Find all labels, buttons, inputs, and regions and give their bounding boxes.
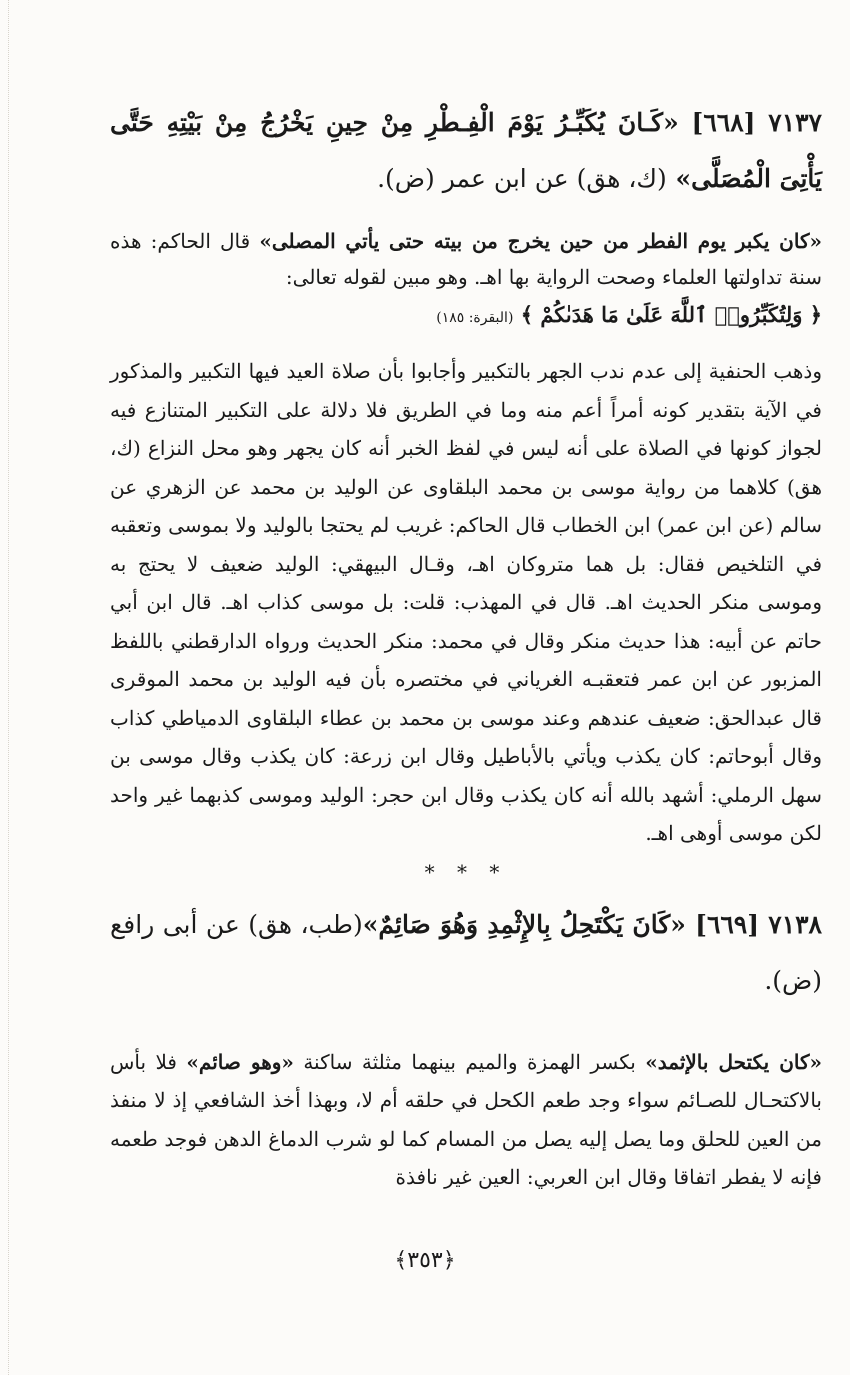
hadith-number: ٧١٣٨ [٦٦٩] [695,909,822,939]
section-separator: * * * [424,859,508,884]
commentary-paragraph-3 [110,1043,822,1197]
commentary-text: بكسر الهمزة والميم بينهما مثلثة ساكنة [293,1049,646,1074]
commentary-text: قال الحاكم: هذه سنة تداولتها العلماء وصحت الرواية بها اهـ. وهو مبين لقوله تعالى: [110,229,822,289]
quoted-hadith: «كان يكبر يوم الفطر من حين يخرج من بيته حتى يأتي المصلى» [259,229,822,253]
quran-verse [110,295,822,338]
hadith-number: ٧١٣٧ [٦٦٨] [691,108,822,137]
hadith-7137 [110,95,822,207]
hadith-source: (طب، هق) عن أبى رافع (ض). [110,909,822,995]
page-content [110,95,822,1197]
hadith-source: (ك، هق) عن ابن عمر (ض). [377,164,667,193]
page-edge-mark [8,0,9,1375]
hadith-text: «كَـانَ يُكَبِّـرُ يَوْمَ الْفِـطْرِ مِنْ حِينِ يَخْرُجُ مِنْ بَيْتِهِ حَتَّى يَأْتِىَ الْمُصَلَّى» [110,108,822,193]
hadith-7138 [110,897,822,1009]
commentary-paragraph [110,223,822,295]
commentary-text: فلا بأس بالاكتحـال للصـائم سواء وجد طعم الكحل في حلقه أم لا، وبهذا أخذ الشافعي إذ لا منفذ من العين للحلق وما يصل إليه يصل من المسام كما لو شرب الدماغ الدهن فوجد طعمه فإنه لا يفطر اتفاقا وقال ابن العربي: العين غير نافذة [110,1049,822,1189]
quoted-phrase: «كان يكتحل بالإثمد» [645,1049,823,1074]
page-number: ﴿٣٥٣﴾ [394,1248,456,1273]
commentary-paragraph-2: وذهب الحنفية إلى عدم ندب الجهر بالتكبير وأجابوا بأن صلاة العيد فيها التكبير والمذكور في الآية بتقدير كونه أمراً أعم منه وما في الطريق فلا دلالة على التكبير المتنازع فيه لجواز كونها في الصلاة على أنه ليس في لفظ الخبر أنه كان يجهر وهو محل النزاع (ك، هق) كلاهما من رواية موسى بن محمد البلقاوى عن الوليد بن محمد عن الزهري عن سالم (عن ابن عمر) ابن الخطاب قال الحاكم: غريب لم يحتجا بالوليد ولا بموسى وتعقبه في التلخيص فقال: بل هما متروكان اهـ، وقـال البيهقي: الوليد ضعيف لا يحتج به وموسى منكر الحديث اهـ. قال في المهذب: قلت: بل موسى كذاب اهـ. قال ابن أبي حاتم عن أبيه: هذا حديث منكر وقال في محمد: منكر الحديث ورواه الدارقطني باللفظ المزبور عن ابن عمر فتعقبـه الغرياني في مختصره بأن فيه الوليد بن محمد الموقرى قال عبدالحق: ضعيف عندهم وعند موسى بن محمد بن عطاء البلقاوى الدمياطي كذاب وقال أبوحاتم: كان يكذب ويأتي بالأباطيل وقال ابن زرعة: كان يكذب وقال موسى بن سهل الرملي: أشهد بالله أنه كان يكذب وقال ابن حجر: الوليد وموسى كذبهما غير واحد لكن موسى أوهى اهـ. [110,359,822,845]
verse-reference: (البقرة: ١٨٥) [436,310,514,326]
quoted-phrase: «وهو صائم» [186,1049,294,1074]
hadith-text: «كَانَ يَكْتَحِلُ بِالإِثْمِدِ وَهُوَ صَائِمٌ» [362,909,686,939]
verse-text: ﴿ وَلِتُكَبِّرُوا۟ ٱللَّهَ عَلَىٰ مَا هَدَىٰكُمْ ﴾ [520,302,822,327]
